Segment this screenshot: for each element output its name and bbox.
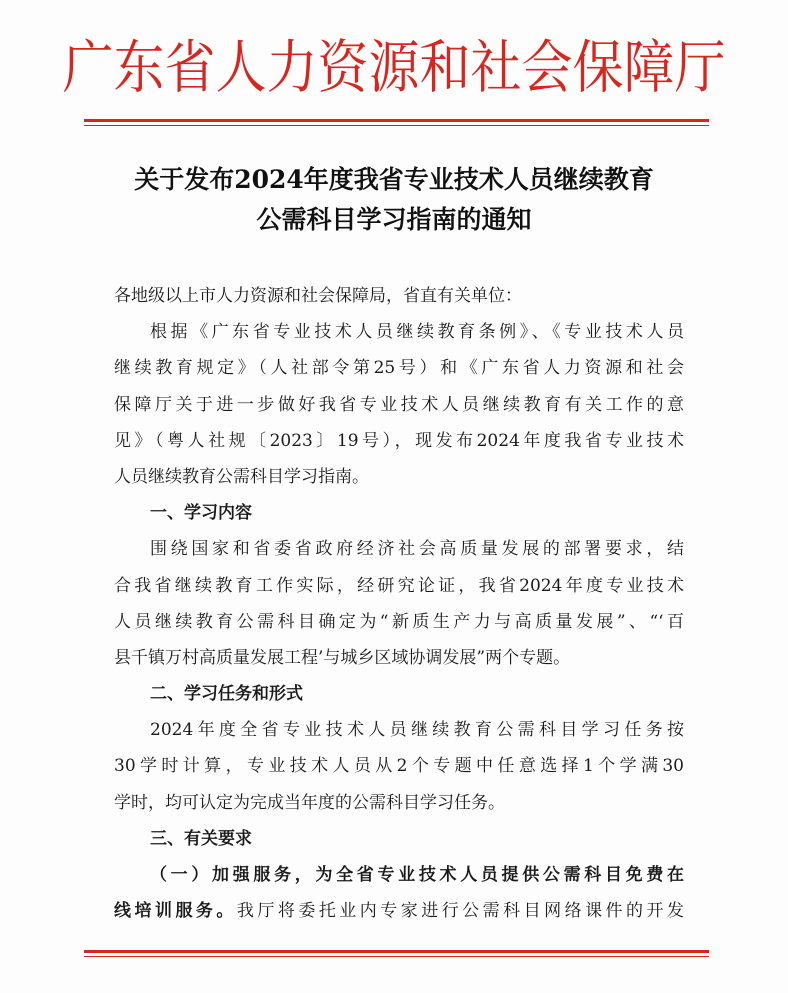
paragraph-line: 2024年度全省专业技术人员继续教育公需科目学习任务按 bbox=[150, 720, 684, 741]
paragraph-line: 30学时计算，专业技术人员从2个专题中任意选择1个学满30 bbox=[114, 756, 684, 777]
footer-rule-thick bbox=[84, 950, 709, 953]
paragraph-text: 我厅将委托业内专家进行公需科目网络课件的开发 bbox=[236, 901, 685, 922]
salutation: 各地级以上市人力资源和社会保障局，省直有关单位： bbox=[114, 286, 522, 306]
masthead-rule-thin bbox=[84, 125, 709, 126]
section-heading-3: 三、有关要求 bbox=[150, 828, 252, 849]
paragraph-line-mixed bbox=[114, 893, 684, 929]
paragraph-line: 县千镇万村高质量发展工程’与城乡区域协调发展”两个专题。 bbox=[114, 647, 571, 668]
section-heading-1: 一、学习内容 bbox=[150, 503, 252, 524]
document-title-line-2: 公需科目学习指南的通知 bbox=[256, 205, 532, 234]
paragraph-line: 学时，均可认定为完成当年度的公需科目学习任务。 bbox=[114, 792, 505, 813]
paragraph-line: 围绕国家和省委省政府经济社会高质量发展的部署要求，结 bbox=[150, 539, 684, 560]
paragraph-line-bold: （一）加强服务，为全省专业技术人员提供公需科目免费在 bbox=[150, 865, 684, 885]
masthead-rule-thick bbox=[84, 119, 709, 122]
paragraph-line: 见》（粤人社规〔2023〕19号），现发布2024年度我省专业技术 bbox=[114, 430, 684, 451]
paragraph-line: 保障厅关于进一步做好我省专业技术人员继续教育有关工作的意 bbox=[114, 394, 684, 415]
paragraph-line: 人员继续教育公需科目学习指南。 bbox=[114, 466, 369, 487]
document-title-line-1: 关于发布2024年度我省专业技术人员继续教育 bbox=[134, 165, 654, 194]
section-heading-2: 二、学习任务和形式 bbox=[150, 684, 303, 705]
paragraph-line: 根据《广东省专业技术人员继续教育条例》、《专业技术人员 bbox=[150, 322, 684, 343]
paragraph-line: 继续教育规定》（人社部令第25号）和《广东省人力资源和社会 bbox=[114, 358, 684, 379]
bold-lead-text: 线培训服务。 bbox=[114, 901, 237, 922]
document-body bbox=[114, 278, 684, 929]
paragraph-line: 合我省继续教育工作实际，经研究论证，我省2024年度专业技术 bbox=[114, 575, 684, 596]
footer-rule-thin bbox=[84, 956, 709, 957]
paragraph-line: 人员继续教育公需科目确定为“新质生产力与高质量发展”、“‘百 bbox=[114, 611, 684, 632]
masthead-title: 广东省人力资源和社会保障厅 bbox=[62, 35, 726, 102]
